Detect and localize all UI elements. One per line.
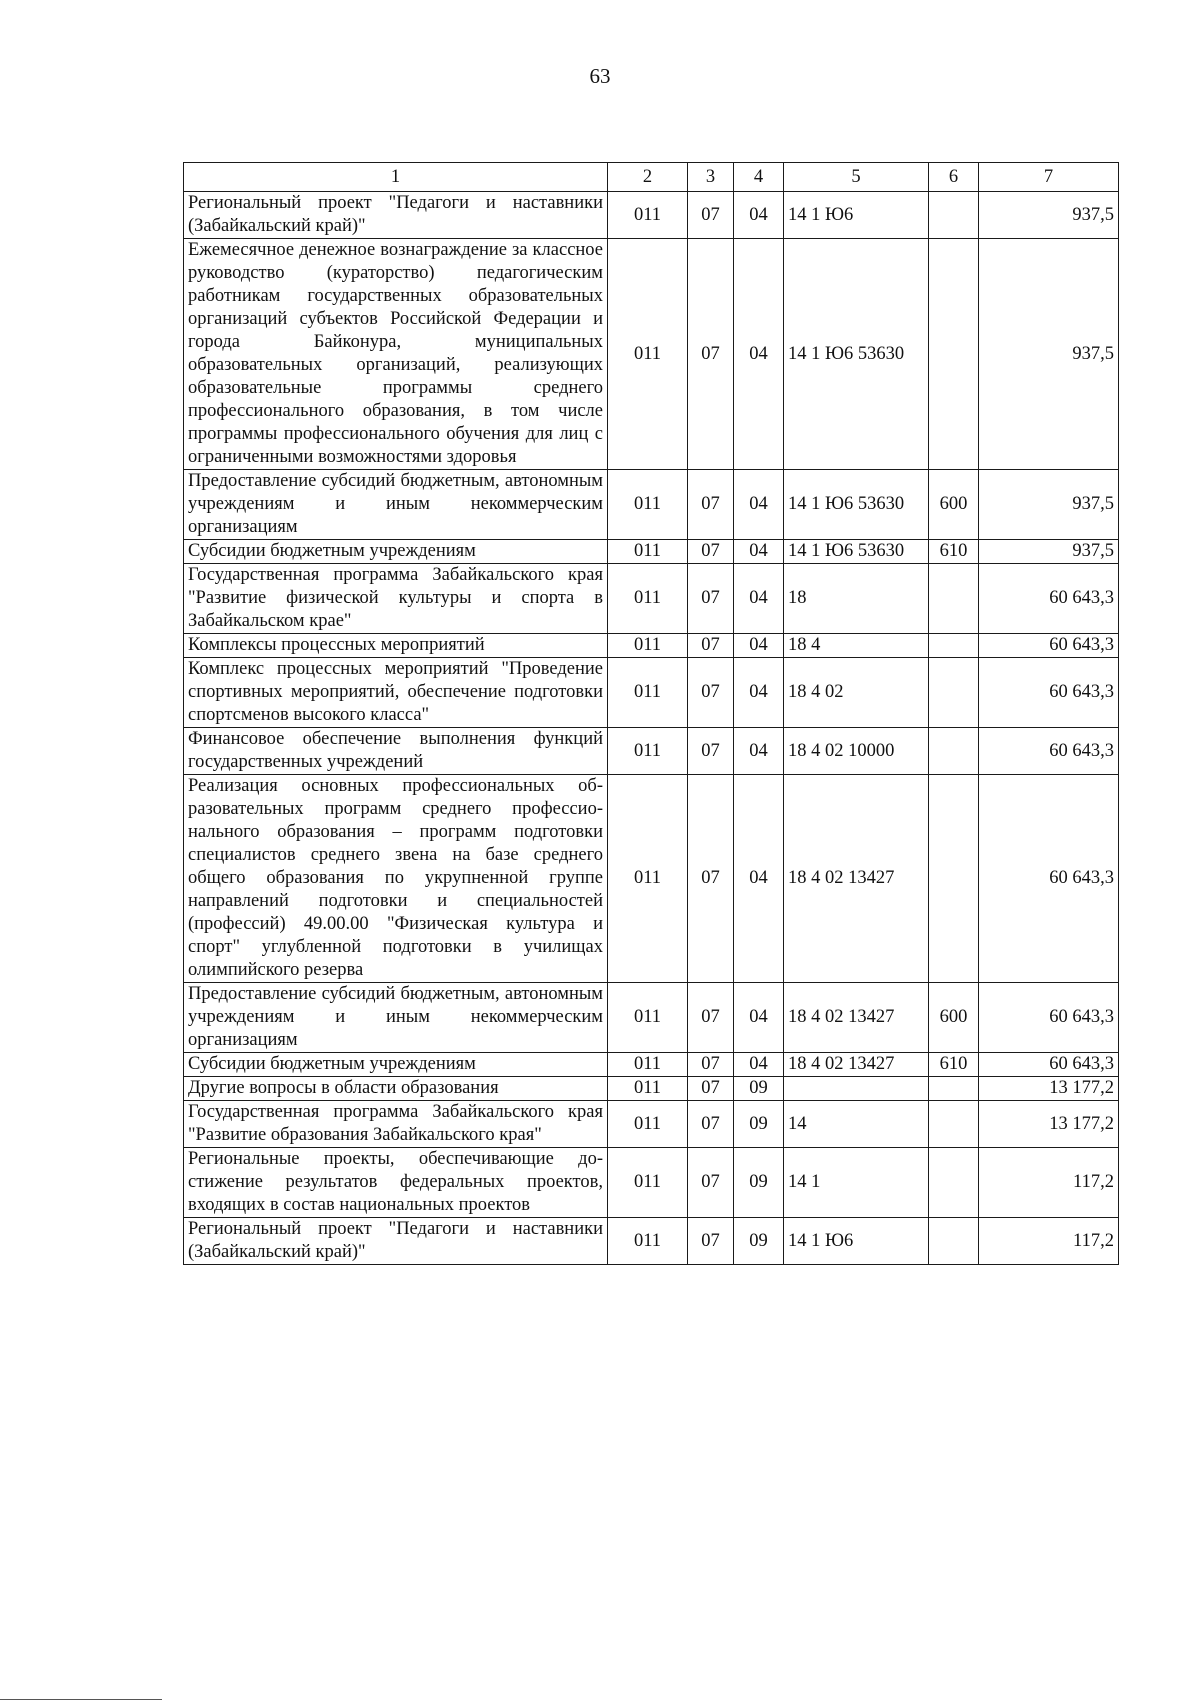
cell-target-code: 18 4 02 13427 — [784, 1053, 929, 1077]
cell-name: Комплексы процессных мероприятий — [184, 634, 608, 658]
cell-ministry-code: 011 — [608, 983, 688, 1053]
cell-target-code: 18 4 02 13427 — [784, 775, 929, 983]
cell-section-code: 07 — [688, 564, 734, 634]
cell-name: Субсидии бюджетным учреждениям — [184, 540, 608, 564]
cell-section-code: 07 — [688, 1053, 734, 1077]
header-row — [184, 163, 1119, 192]
table-row — [184, 658, 1119, 728]
cell-name: Предоставление субсидий бюджетным, автономным учреждениям и иным некоммерческим организациям — [184, 470, 608, 540]
table-row — [184, 470, 1119, 540]
cell-section-code: 07 — [688, 1218, 734, 1265]
cell-amount: 60 643,3 — [979, 658, 1119, 728]
cell-section-code: 07 — [688, 658, 734, 728]
cell-target-code — [784, 1077, 929, 1101]
cell-amount: 60 643,3 — [979, 634, 1119, 658]
cell-amount: 117,2 — [979, 1148, 1119, 1218]
cell-ministry-code: 011 — [608, 658, 688, 728]
cell-amount: 937,5 — [979, 239, 1119, 470]
cell-target-code: 14 1 Ю6 53630 — [784, 540, 929, 564]
cell-name: Государственная программа Забайкальского края "Развитие физической культуры и спорта в Забайкальском крае" — [184, 564, 608, 634]
cell-section-code: 07 — [688, 728, 734, 775]
cell-expense-type: 600 — [929, 983, 979, 1053]
cell-section-code: 07 — [688, 470, 734, 540]
cell-ministry-code: 011 — [608, 192, 688, 239]
cell-expense-type — [929, 564, 979, 634]
cell-target-code: 18 4 02 13427 — [784, 983, 929, 1053]
cell-ministry-code: 011 — [608, 728, 688, 775]
budget-table — [183, 162, 1119, 1265]
cell-ministry-code: 011 — [608, 1101, 688, 1148]
cell-section-code: 07 — [688, 192, 734, 239]
cell-amount: 60 643,3 — [979, 564, 1119, 634]
cell-section-code: 07 — [688, 634, 734, 658]
cell-name: Реализация основных профессиональных образовательных программ среднего профессионального образования – программ подготовки специалистов среднего звена на базе среднего общего образования по укрупненной группе направлений подготовки и специальностей (профессий) 49.00.00 "Физическая культура и спорт" углубленной подготовки в училищах олимпийского резерва — [184, 775, 608, 983]
cell-amount: 937,5 — [979, 192, 1119, 239]
cell-target-code: 18 4 — [784, 634, 929, 658]
cell-ministry-code: 011 — [608, 634, 688, 658]
table-row — [184, 634, 1119, 658]
cell-expense-type — [929, 1101, 979, 1148]
header-col-3: 3 — [688, 163, 734, 192]
cell-target-code: 14 1 Ю6 53630 — [784, 470, 929, 540]
cell-expense-type: 610 — [929, 1053, 979, 1077]
cell-subsection-code: 04 — [734, 192, 784, 239]
cell-section-code: 07 — [688, 1077, 734, 1101]
page-number: 63 — [589, 64, 611, 88]
cell-ministry-code: 011 — [608, 564, 688, 634]
table-row — [184, 1218, 1119, 1265]
table-row — [184, 1053, 1119, 1077]
cell-name: Финансовое обеспечение выполнения функций государственных учреждений — [184, 728, 608, 775]
cell-subsection-code: 04 — [734, 564, 784, 634]
cell-amount: 60 643,3 — [979, 775, 1119, 983]
cell-section-code: 07 — [688, 540, 734, 564]
cell-subsection-code: 04 — [734, 775, 784, 983]
cell-subsection-code: 04 — [734, 239, 784, 470]
cell-ministry-code: 011 — [608, 1077, 688, 1101]
cell-ministry-code: 011 — [608, 775, 688, 983]
cell-amount: 117,2 — [979, 1218, 1119, 1265]
cell-target-code: 14 — [784, 1101, 929, 1148]
cell-target-code: 14 1 Ю6 — [784, 192, 929, 239]
cell-amount: 60 643,3 — [979, 983, 1119, 1053]
table-row — [184, 1148, 1119, 1218]
cell-name: Региональные проекты, обеспечивающие достижение результатов федеральных проектов, входящих в состав национальных проектов — [184, 1148, 608, 1218]
cell-section-code: 07 — [688, 775, 734, 983]
cell-section-code: 07 — [688, 239, 734, 470]
cell-amount: 60 643,3 — [979, 728, 1119, 775]
header-col-2: 2 — [608, 163, 688, 192]
cell-expense-type — [929, 634, 979, 658]
cell-subsection-code: 04 — [734, 470, 784, 540]
cell-ministry-code: 011 — [608, 239, 688, 470]
cell-expense-type — [929, 1148, 979, 1218]
cell-subsection-code: 09 — [734, 1148, 784, 1218]
cell-name: Государственная программа Забайкальского края "Развитие образования Забайкальского края" — [184, 1101, 608, 1148]
cell-amount: 13 177,2 — [979, 1101, 1119, 1148]
cell-subsection-code: 04 — [734, 1053, 784, 1077]
cell-target-code: 14 1 — [784, 1148, 929, 1218]
table-row — [184, 564, 1119, 634]
cell-target-code: 18 4 02 — [784, 658, 929, 728]
cell-expense-type — [929, 775, 979, 983]
table-row — [184, 239, 1119, 470]
cell-subsection-code: 04 — [734, 658, 784, 728]
cell-name: Ежемесячное денежное вознаграждение за классное руководство (кураторство) педагогическим работникам государственных образовательных организаций субъектов Российской Федерации и города Байконура, муниципальных образовательных организаций, реализующих образовательные программы среднего профессионального образования, в том числе программы профессионального обучения для лиц с ограниченными возможностями здоровья — [184, 239, 608, 470]
cell-amount: 937,5 — [979, 470, 1119, 540]
cell-amount: 13 177,2 — [979, 1077, 1119, 1101]
cell-expense-type — [929, 239, 979, 470]
cell-ministry-code: 011 — [608, 1053, 688, 1077]
cell-amount: 60 643,3 — [979, 1053, 1119, 1077]
cell-expense-type — [929, 658, 979, 728]
cell-expense-type: 610 — [929, 540, 979, 564]
cell-ministry-code: 011 — [608, 470, 688, 540]
header-col-6: 6 — [929, 163, 979, 192]
header-col-5: 5 — [784, 163, 929, 192]
cell-subsection-code: 09 — [734, 1077, 784, 1101]
table-row — [184, 540, 1119, 564]
cell-name: Комплекс процессных мероприятий "Проведение спортивных мероприятий, обеспечение подготовки спортсменов высокого класса" — [184, 658, 608, 728]
cell-expense-type — [929, 192, 979, 239]
cell-subsection-code: 09 — [734, 1101, 784, 1148]
cell-section-code: 07 — [688, 983, 734, 1053]
cell-expense-type: 600 — [929, 470, 979, 540]
table-row — [184, 1101, 1119, 1148]
cell-subsection-code: 09 — [734, 1218, 784, 1265]
table-row — [184, 983, 1119, 1053]
cell-target-code: 18 4 02 10000 — [784, 728, 929, 775]
cell-amount: 937,5 — [979, 540, 1119, 564]
cell-name: Другие вопросы в области образования — [184, 1077, 608, 1101]
table-row — [184, 1077, 1119, 1101]
page-edge-line — [0, 1699, 162, 1700]
cell-ministry-code: 011 — [608, 540, 688, 564]
cell-name: Региональный проект "Педагоги и наставники (Забайкальский край)" — [184, 1218, 608, 1265]
cell-subsection-code: 04 — [734, 634, 784, 658]
cell-subsection-code: 04 — [734, 983, 784, 1053]
cell-name: Предоставление субсидий бюджетным, автономным учреждениям и иным некоммерческим организациям — [184, 983, 608, 1053]
cell-ministry-code: 011 — [608, 1148, 688, 1218]
cell-subsection-code: 04 — [734, 540, 784, 564]
cell-target-code: 14 1 Ю6 — [784, 1218, 929, 1265]
cell-ministry-code: 011 — [608, 1218, 688, 1265]
header-col-7: 7 — [979, 163, 1119, 192]
header-col-4: 4 — [734, 163, 784, 192]
cell-target-code: 18 — [784, 564, 929, 634]
cell-section-code: 07 — [688, 1148, 734, 1218]
table-row — [184, 775, 1119, 983]
table-row — [184, 192, 1119, 239]
table-row — [184, 728, 1119, 775]
cell-section-code: 07 — [688, 1101, 734, 1148]
cell-target-code: 14 1 Ю6 53630 — [784, 239, 929, 470]
cell-expense-type — [929, 728, 979, 775]
cell-expense-type — [929, 1077, 979, 1101]
cell-name: Субсидии бюджетным учреждениям — [184, 1053, 608, 1077]
cell-subsection-code: 04 — [734, 728, 784, 775]
cell-name: Региональный проект "Педагоги и наставники (Забайкальский край)" — [184, 192, 608, 239]
cell-expense-type — [929, 1218, 979, 1265]
header-col-1: 1 — [184, 163, 608, 192]
